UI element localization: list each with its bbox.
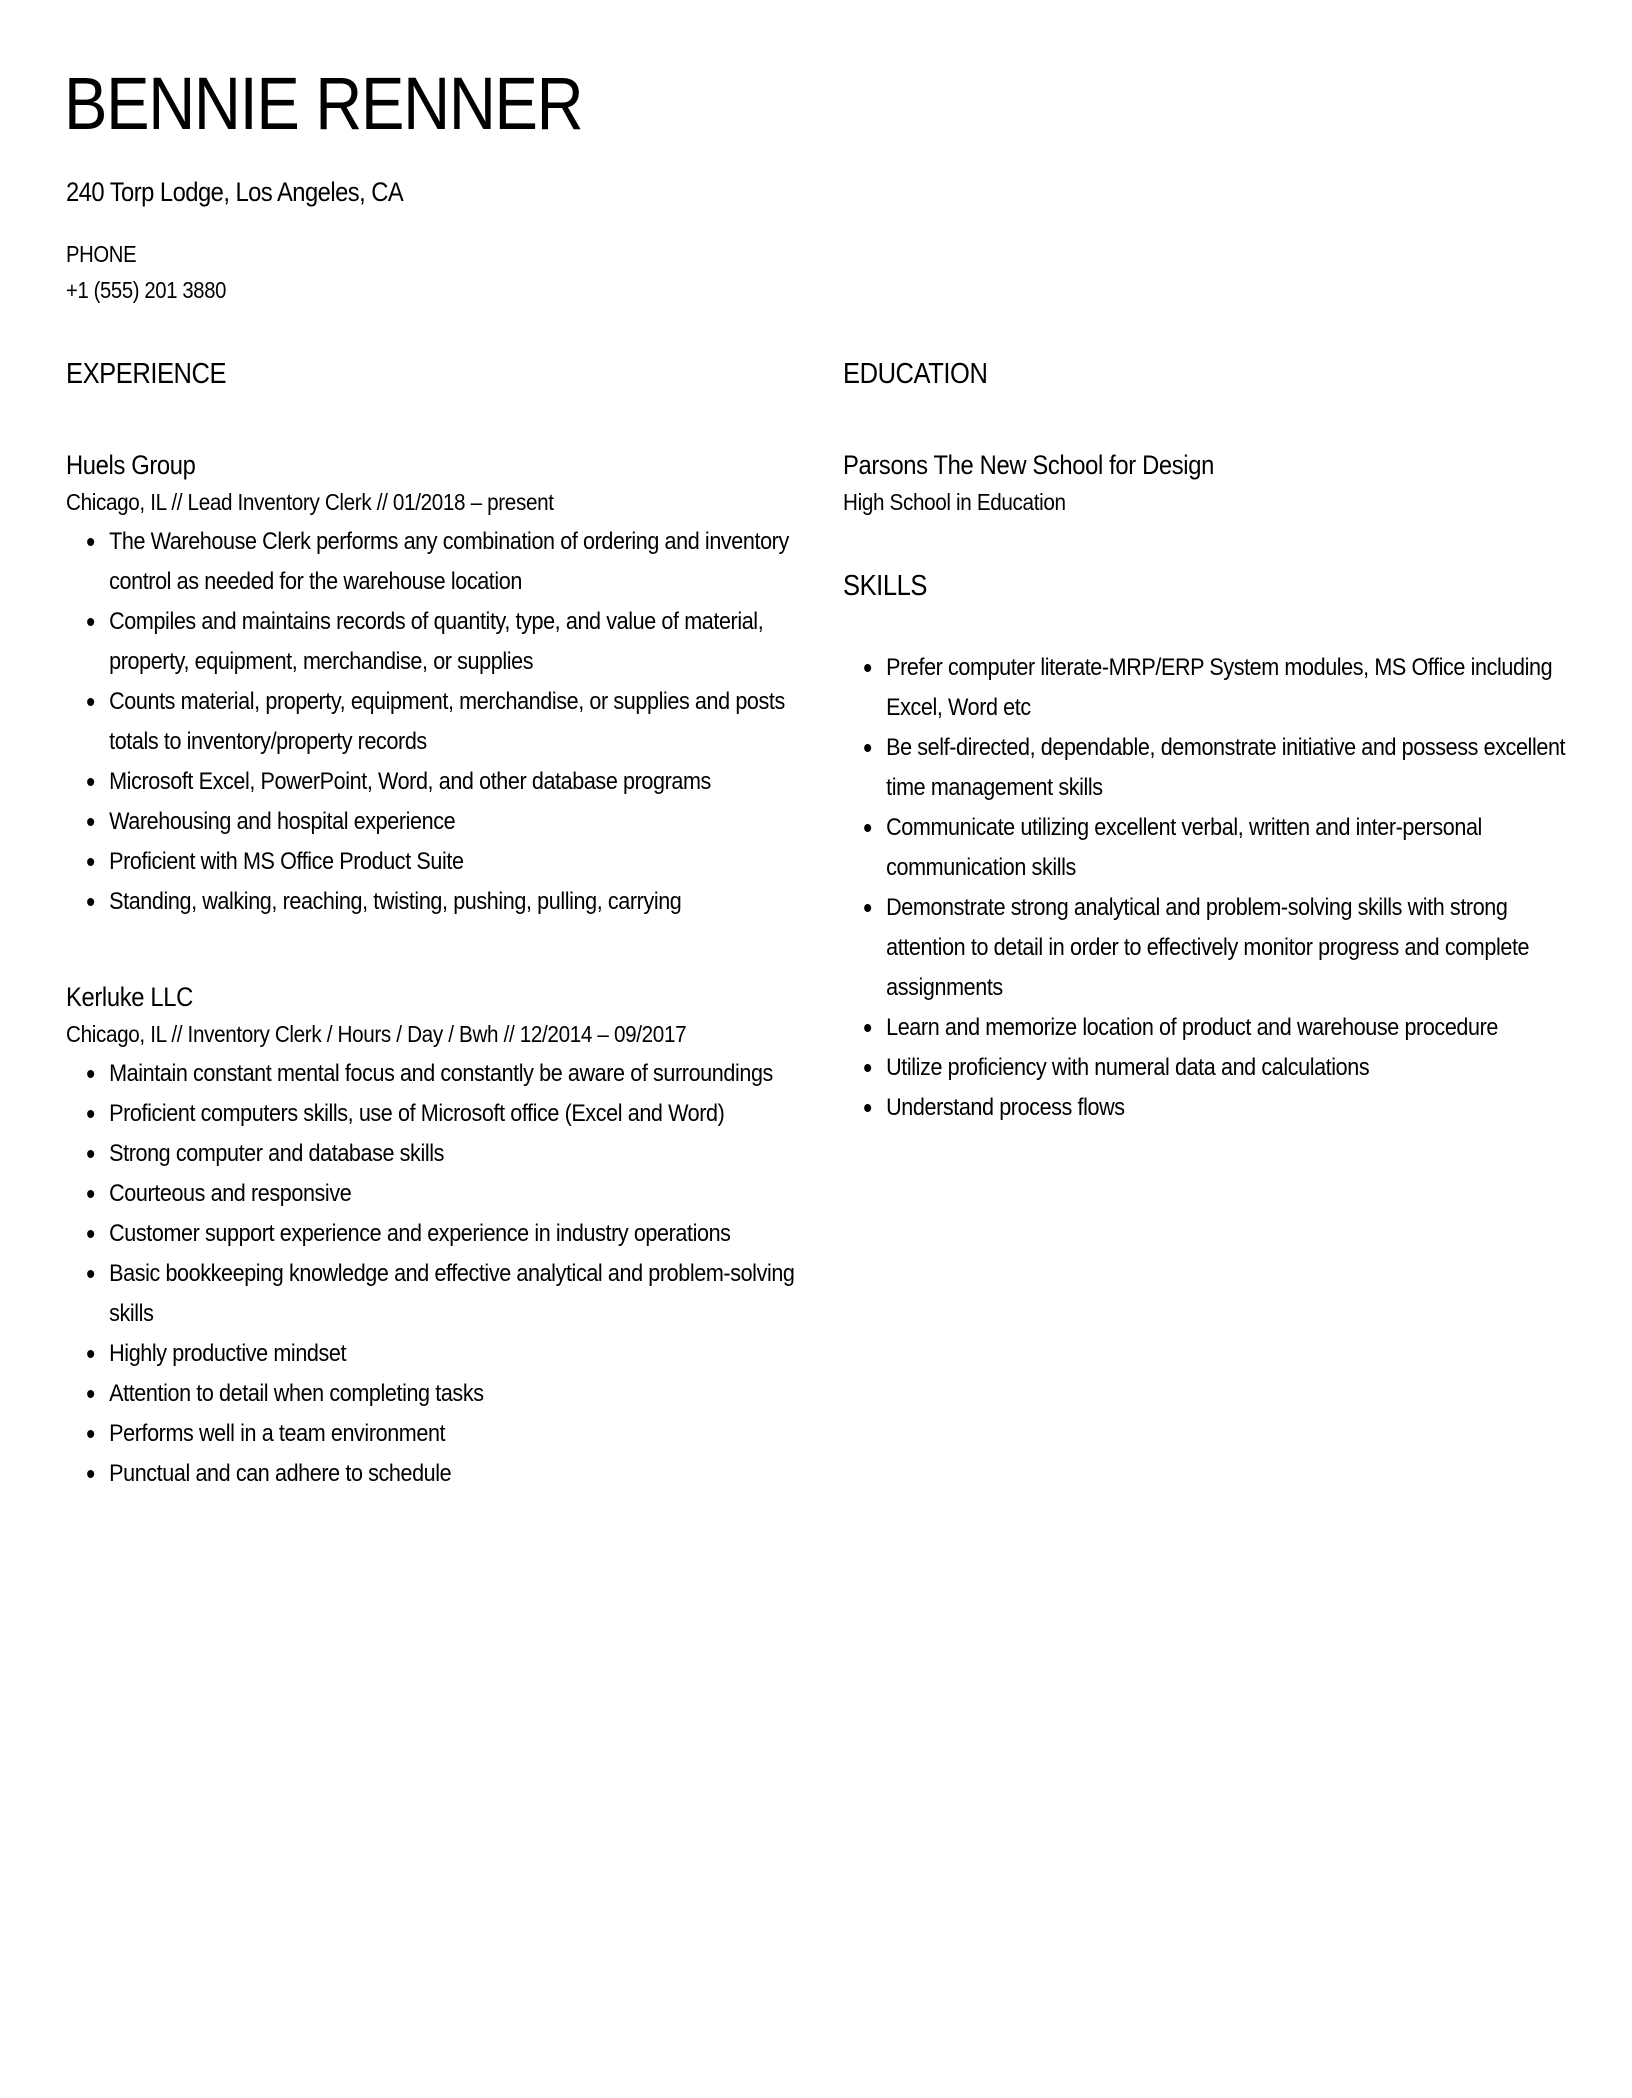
job-bullet-list [66,522,796,922]
phone-number: +1 (555) 201 3880 [66,277,227,303]
list-item [66,1334,796,1374]
experience-section [66,356,796,1494]
bullet-icon [864,664,871,672]
bullet-text: Highly productive mindset [109,1340,347,1367]
list-item [66,882,796,922]
list-item [843,1088,1573,1128]
bullet-icon [864,744,871,752]
job-entry [66,980,796,1494]
list-item [66,1454,796,1494]
skill-text: Understand process flows [886,1094,1125,1121]
bullet-icon [87,538,94,546]
skill-text: Communicate utilizing excellent verbal, written and inter-personal communication skills [886,814,1482,881]
skill-text: Demonstrate strong analytical and problem-solving skills with strong attention to detail in order to effectively monitor progress and complete assignments [886,894,1530,1001]
bullet-icon [87,898,94,906]
bullet-icon [87,1430,94,1438]
bullet-icon [87,1150,94,1158]
list-item [66,1054,796,1094]
list-item [843,808,1573,888]
bullet-text: Proficient with MS Office Product Suite [109,848,464,875]
skill-text: Prefer computer literate-MRP/ERP System modules, MS Office including Excel, Word etc [886,654,1553,721]
bullet-icon [87,778,94,786]
list-item [66,1174,796,1214]
education-section [843,356,1573,522]
bullet-icon [864,1104,871,1112]
bullet-text: Proficient computers skills, use of Microsoft office (Excel and Word) [109,1100,725,1127]
job-meta: Chicago, IL // Lead Inventory Clerk // 01/2018 – present [66,489,554,515]
bullet-icon [864,904,871,912]
list-item [66,1254,796,1334]
bullet-text: Performs well in a team environment [109,1420,446,1447]
skill-text: Learn and memorize location of product and warehouse procedure [886,1014,1498,1041]
bullet-text: The Warehouse Clerk performs any combination of ordering and inventory control as needed for the warehouse location [109,528,789,595]
bullet-text: Punctual and can adhere to schedule [109,1460,452,1487]
education-heading: EDUCATION [843,358,988,390]
phone-label: PHONE [66,241,137,267]
list-item [843,1048,1573,1088]
list-item [66,682,796,762]
bullet-text: Basic bookkeeping knowledge and effective analytical and problem-solving skills [109,1260,795,1327]
degree: High School in Education [843,489,1066,515]
bullet-icon [87,818,94,826]
address: 240 Torp Lodge, Los Angeles, CA [66,177,404,207]
list-item [66,802,796,842]
bullet-text: Maintain constant mental focus and constantly be aware of surroundings [109,1060,773,1087]
bullet-icon [864,1064,871,1072]
experience-heading: EXPERIENCE [66,358,227,390]
bullet-text: Strong computer and database skills [109,1140,445,1167]
job-entry [66,448,796,922]
list-item [843,1008,1573,1048]
list-item [66,1414,796,1454]
bullet-icon [864,1024,871,1032]
list-item [66,1134,796,1174]
bullet-icon [87,1270,94,1278]
company-name: Huels Group [66,450,196,480]
bullet-text: Courteous and responsive [109,1180,352,1207]
list-item [66,602,796,682]
skill-text: Utilize proficiency with numeral data and calculations [886,1054,1370,1081]
right-column [843,356,1573,1128]
bullet-text: Compiles and maintains records of quantity, type, and value of material, property, equipment, merchandise, or supplies [109,608,764,675]
bullet-icon [87,1390,94,1398]
bullet-text: Warehousing and hospital experience [109,808,456,835]
skills-list [843,648,1573,1128]
bullet-icon [87,618,94,626]
bullet-text: Customer support experience and experience in industry operations [109,1220,731,1247]
job-meta: Chicago, IL // Inventory Clerk / Hours / Day / Bwh // 12/2014 – 09/2017 [66,1021,687,1047]
bullet-icon [864,824,871,832]
list-item [66,762,796,802]
bullet-text: Counts material, property, equipment, merchandise, or supplies and posts totals to inventory/property records [109,688,785,755]
list-item [843,888,1573,1008]
bullet-icon [87,1230,94,1238]
list-item [66,1374,796,1414]
bullet-icon [87,698,94,706]
list-item [66,1094,796,1134]
bullet-text: Standing, walking, reaching, twisting, pushing, pulling, carrying [109,888,682,915]
school-name: Parsons The New School for Design [843,450,1214,480]
list-item [843,728,1573,808]
list-item [66,522,796,602]
skills-heading: SKILLS [843,570,927,602]
skills-section [843,568,1573,1128]
bullet-text: Microsoft Excel, PowerPoint, Word, and other database programs [109,768,711,795]
bullet-icon [87,1350,94,1358]
bullet-icon [87,1470,94,1478]
skill-text: Be self-directed, dependable, demonstrate initiative and possess excellent time management skills [886,734,1566,801]
bullet-icon [87,1190,94,1198]
job-bullet-list [66,1054,796,1494]
bullet-icon [87,858,94,866]
bullet-text: Attention to detail when completing tasks [109,1380,484,1407]
list-item [843,648,1573,728]
list-item [66,1214,796,1254]
company-name: Kerluke LLC [66,982,193,1012]
list-item [66,842,796,882]
candidate-name: BENNIE RENNER [64,62,583,145]
bullet-icon [87,1070,94,1078]
bullet-icon [87,1110,94,1118]
